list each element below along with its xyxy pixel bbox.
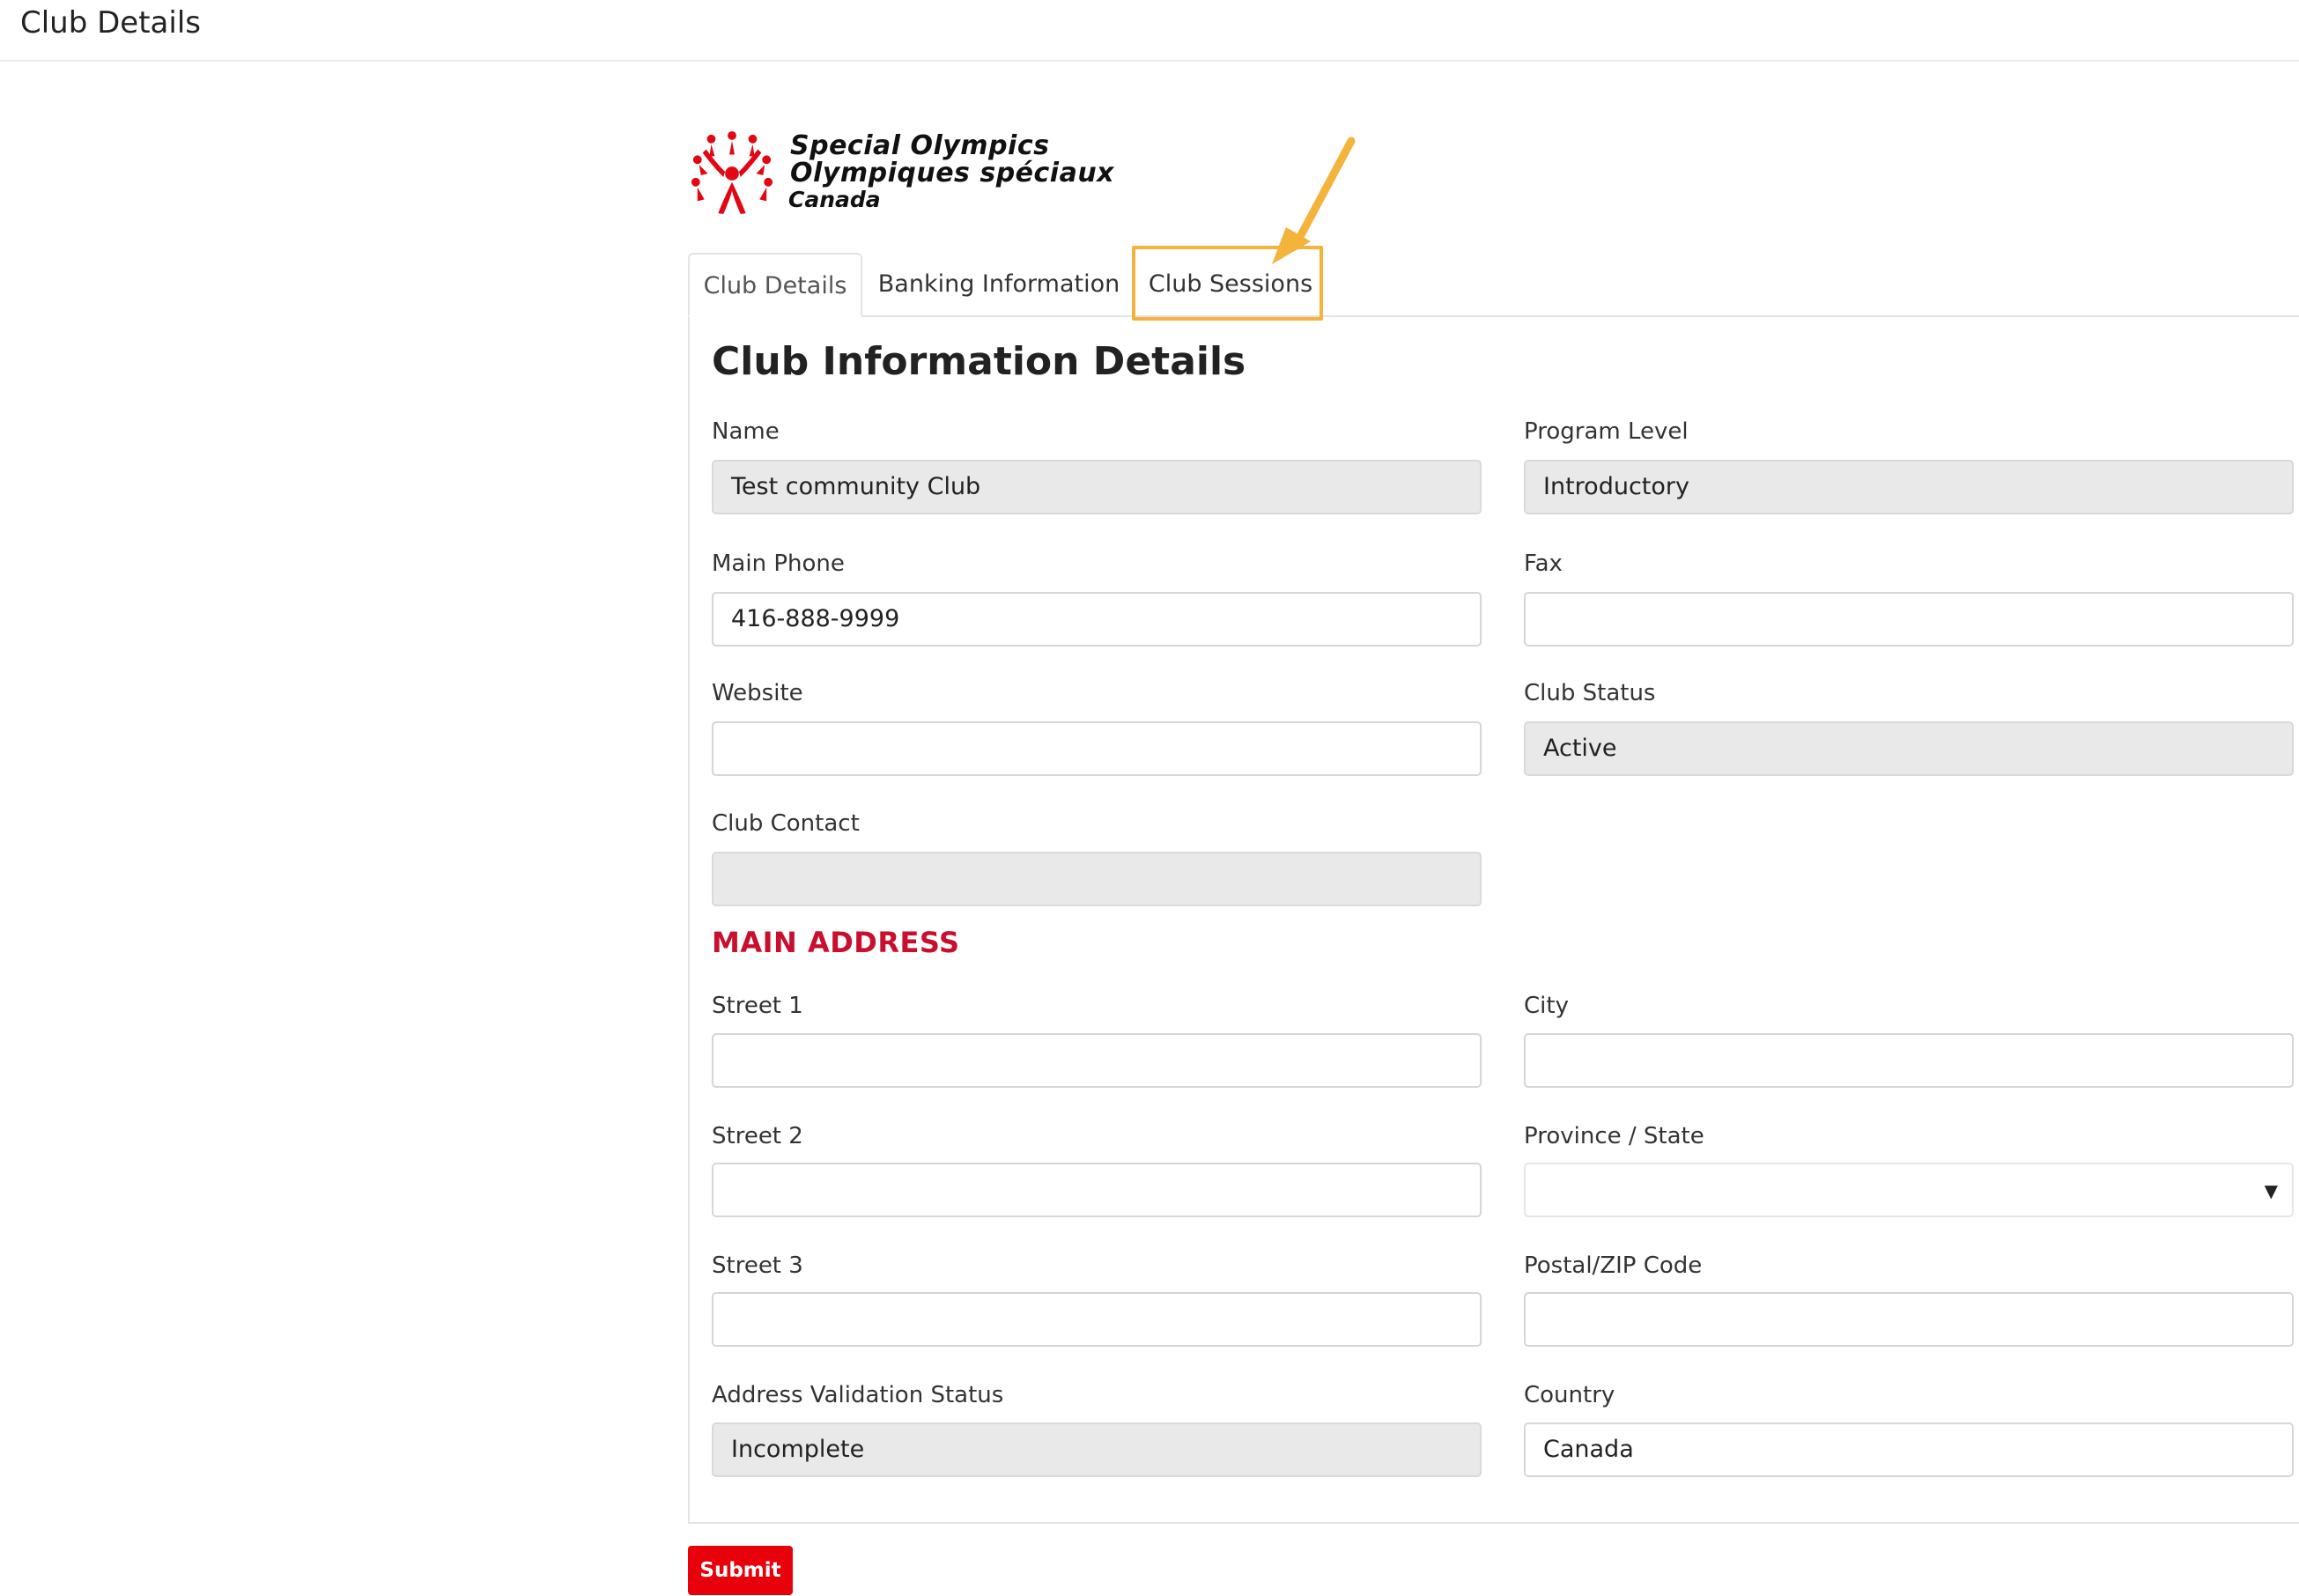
street1-label: Street 1 bbox=[712, 993, 803, 1019]
city-label: City bbox=[1524, 993, 1569, 1019]
program-level-field[interactable]: Introductory bbox=[1524, 460, 2294, 514]
fax-field[interactable] bbox=[1524, 592, 2294, 647]
city-field[interactable] bbox=[1524, 1033, 2294, 1088]
name-field[interactable]: Test community Club bbox=[712, 460, 1482, 514]
name-label: Name bbox=[712, 418, 780, 445]
tab-club-sessions[interactable]: Club Sessions bbox=[1148, 270, 1313, 298]
main-phone-label: Main Phone bbox=[712, 550, 845, 577]
club-status-label: Club Status bbox=[1524, 680, 1656, 706]
program-level-label: Program Level bbox=[1524, 418, 1689, 445]
logo-text-country: Canada bbox=[788, 187, 881, 212]
main-address-heading: MAIN ADDRESS bbox=[712, 926, 960, 959]
tab-banking-information[interactable]: Banking Information bbox=[877, 270, 1120, 298]
address-validation-field[interactable]: Incomplete bbox=[712, 1422, 1482, 1477]
panel-bottom-border bbox=[688, 1522, 2299, 1524]
main-phone-field[interactable]: 416-888-9999 bbox=[712, 592, 1482, 647]
tab-club-details[interactable]: Club Details bbox=[688, 253, 862, 317]
logo-text-english: Special Olympics bbox=[790, 130, 1050, 161]
section-title: Club Information Details bbox=[712, 339, 1246, 384]
club-contact-label: Club Contact bbox=[712, 810, 860, 837]
club-status-field[interactable]: Active bbox=[1524, 721, 2294, 776]
page-title: Club Details bbox=[20, 5, 201, 41]
logo-text-french: Olympiques spéciaux bbox=[790, 158, 1115, 188]
street2-field[interactable] bbox=[712, 1163, 1482, 1217]
club-contact-field[interactable] bbox=[712, 852, 1482, 906]
street1-field[interactable] bbox=[712, 1033, 1482, 1088]
country-label: Country bbox=[1524, 1382, 1615, 1408]
website-field[interactable] bbox=[712, 721, 1482, 776]
panel-left-border bbox=[688, 315, 690, 1524]
street3-field[interactable] bbox=[712, 1292, 1482, 1347]
province-state-select[interactable] bbox=[1524, 1163, 2294, 1217]
submit-button[interactable]: Submit bbox=[688, 1546, 793, 1595]
website-label: Website bbox=[712, 680, 803, 706]
province-state-label: Province / State bbox=[1524, 1123, 1704, 1149]
fax-label: Fax bbox=[1524, 550, 1563, 577]
caret-down-icon: ▼ bbox=[2264, 1180, 2278, 1201]
country-field[interactable]: Canada bbox=[1524, 1422, 2294, 1477]
postal-code-label: Postal/ZIP Code bbox=[1524, 1252, 1703, 1279]
postal-code-field[interactable] bbox=[1524, 1292, 2294, 1347]
special-olympics-logo-icon bbox=[689, 130, 775, 217]
address-validation-label: Address Validation Status bbox=[712, 1382, 1004, 1408]
street2-label: Street 2 bbox=[712, 1123, 803, 1149]
arrow-annotation-icon bbox=[1260, 132, 1365, 273]
header-divider bbox=[0, 60, 2299, 62]
street3-label: Street 3 bbox=[712, 1252, 803, 1279]
